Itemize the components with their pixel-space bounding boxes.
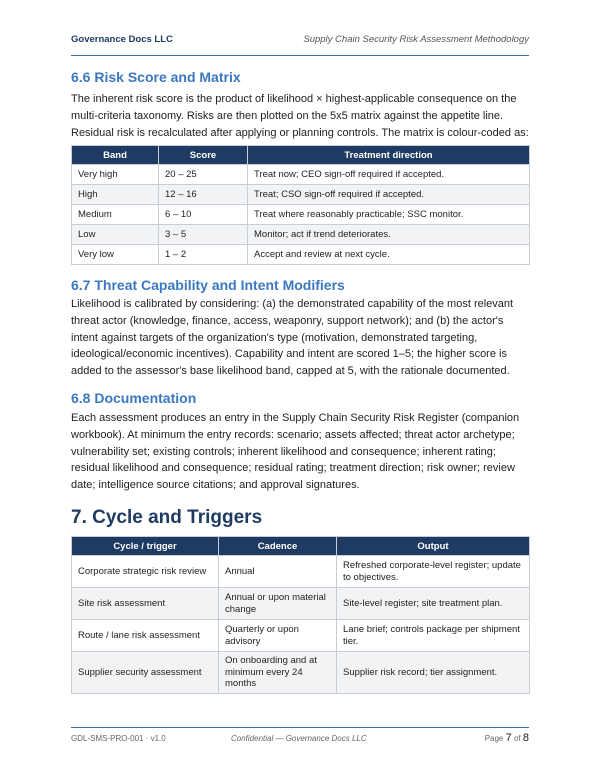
- section-6-7-body: Likelihood is calibrated by considering: (a) the demonstrated capability of the most relevant threat actor (knowledge, finance, access, weaponry, support network); and (b) the actor's intent against targets of the organization's type (motivation, demonstrated targeting, ideological/economic incentives). Capability and intent are scored 1–5; the higher score is added to the assessor's base likelihood band, capped at 5, with the rationale documented.: [71, 298, 514, 378]
- table-cell: Quarterly or upon advisory: [219, 620, 337, 652]
- table-row: [72, 165, 530, 185]
- section-6-6-body: The inherent risk score is the product of likelihood × highest-applicable consequence on the multi-criteria taxonomy. Risks are then plotted on the 5x5 matrix against the appetite line. Residual risk is recalculated after applying or planning controls. The matrix is colour-coded as:: [71, 93, 529, 139]
- table-row: [72, 245, 530, 265]
- table-cell: Lane brief; controls package per shipment tier.: [337, 620, 530, 652]
- table-cell: Treat now; CEO sign-off required if accepted.: [248, 165, 530, 185]
- table-cell: 20 – 25: [159, 165, 248, 185]
- column-header: Score: [159, 146, 248, 165]
- table-cell: Low: [72, 225, 159, 245]
- page-of: of: [513, 734, 521, 743]
- table-row: [72, 225, 530, 245]
- footer-doc-id: GDL-SMS-PRO-001 · v1.0: [71, 734, 166, 743]
- table-cell: Site-level register; site treatment plan.: [337, 588, 530, 620]
- table-cell: High: [72, 185, 159, 205]
- table-cell: 1 – 2: [159, 245, 248, 265]
- table-cell: 3 – 5: [159, 225, 248, 245]
- header-doc-title: Supply Chain Security Risk Assessment Methodology: [303, 34, 529, 45]
- section-6-7-heading: 6.7 Threat Capability and Intent Modifiers: [71, 277, 345, 293]
- table-cell: Treat where reasonably practicable; SSC monitor.: [248, 205, 530, 225]
- table-cell: Supplier security assessment: [72, 652, 219, 694]
- table-header-row: [72, 537, 530, 556]
- table-row: [72, 205, 530, 225]
- total-pages: 8: [522, 732, 529, 744]
- column-header: Cycle / trigger: [72, 537, 219, 556]
- table-cell: Medium: [72, 205, 159, 225]
- section-6-8-heading: 6.8 Documentation: [71, 390, 197, 406]
- page-footer: [71, 727, 529, 748]
- column-header: Cadence: [219, 537, 337, 556]
- current-page: 7: [505, 732, 512, 744]
- column-header: Output: [337, 537, 530, 556]
- section-6-6-heading: 6.6 Risk Score and Matrix: [71, 69, 241, 85]
- cycle-triggers-table: [71, 536, 530, 694]
- table-cell: Treat; CSO sign-off required if accepted.: [248, 185, 530, 205]
- table-header-row: [72, 146, 530, 165]
- table-cell: Monitor; act if trend deteriorates.: [248, 225, 530, 245]
- risk-band-table: [71, 145, 530, 265]
- table-cell: Refreshed corporate-level register; update to objectives.: [337, 556, 530, 588]
- table-cell: 12 – 16: [159, 185, 248, 205]
- table-row: [72, 556, 530, 588]
- table-cell: On onboarding and at minimum every 24 months: [219, 652, 337, 694]
- column-header: Treatment direction: [248, 146, 530, 165]
- header-org: Governance Docs LLC: [71, 34, 173, 45]
- table-cell: Very high: [72, 165, 159, 185]
- table-cell: Very low: [72, 245, 159, 265]
- section-6-8-body: Each assessment produces an entry in the Supply Chain Security Risk Register (companion workbook). At minimum the entry records: scenario; assets affected; threat actor archetype; vulnerability set; existing controls; inherent likelihood and consequence; inherent rating; residual likelihood and consequence; residual rating; treatment direction; risk owner; review date; intelligence source citations; and approval signatures.: [71, 412, 520, 492]
- footer-confidential: Confidential — Governance Docs LLC: [231, 734, 367, 743]
- page-number: [485, 732, 529, 744]
- column-header: Band: [72, 146, 159, 165]
- table-cell: Route / lane risk assessment: [72, 620, 219, 652]
- table-cell: Accept and review at next cycle.: [248, 245, 530, 265]
- table-cell: Annual: [219, 556, 337, 588]
- table-cell: Annual or upon material change: [219, 588, 337, 620]
- table-cell: Site risk assessment: [72, 588, 219, 620]
- table-cell: Supplier risk record; tier assignment.: [337, 652, 530, 694]
- page-label: Page: [484, 734, 504, 743]
- table-row: [72, 588, 530, 620]
- section-7-heading: 7. Cycle and Triggers: [71, 507, 263, 528]
- table-row: [72, 652, 530, 694]
- table-row: [72, 185, 530, 205]
- page-header: [71, 31, 529, 56]
- table-cell: Corporate strategic risk review: [72, 556, 219, 588]
- table-cell: 6 – 10: [159, 205, 248, 225]
- table-row: [72, 620, 530, 652]
